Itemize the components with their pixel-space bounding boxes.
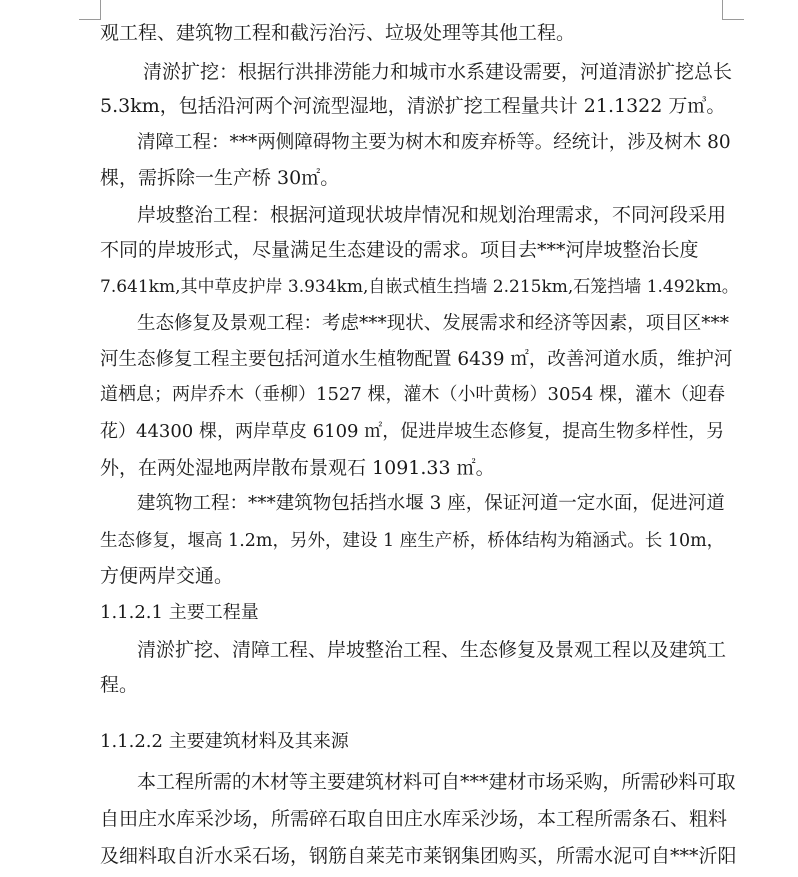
text-line: 棵，需拆除一生产桥 30㎡。 (100, 167, 340, 189)
text-line: 观工程、建筑物工程和截污治污、垃圾处理等其他工程。 (100, 22, 576, 44)
text-line: 方便两岸交通。 (100, 565, 234, 587)
text-line: 7.641km,其中草皮护岸 3.934km,自嵌式植生挡墙 2.215km,石笼挡墙 1.492km。 (100, 277, 739, 297)
text-line: 河生态修复工程主要包括河道水生植物配置 6439 ㎡，改善河道水质，维护河 (100, 349, 733, 370)
section-heading: 1.1.2.2 主要建筑材料及其来源 (100, 731, 349, 752)
text-line: 程。 (100, 674, 139, 696)
text-line: 生态修复及景观工程：考虑***现状、发展需求和经济等因素，项目区*** (137, 313, 730, 334)
text-line: 外，在两处湿地两岸散布景观石 1091.33 ㎡。 (100, 457, 495, 479)
text-line: 不同的岸坡形式，尽量满足生态建设的需求。项目去***河岸坡整治长度 (100, 239, 699, 261)
page-margin-corner-top-left (79, 0, 101, 20)
text-line: 建筑物工程：***建筑物包括挡水堰 3 座，保证河道一定水面，促进河道 (137, 493, 725, 514)
text-line: 清淤扩挖：根据行洪排涝能力和城市水系建设需要，河道清淤扩挖总长 (143, 61, 733, 83)
text-line: 本工程所需的木材等主要建筑材料可自***建材市场采购，所需砂料可取 (137, 771, 736, 793)
text-line: 花）44300 棵，两岸草皮 6109 ㎡，促进岸坡生态修复，提高生物多样性，另 (100, 421, 725, 442)
text-line: 清淤扩挖、清障工程、岸坡整治工程、生态修复及景观工程以及建筑工 (137, 639, 727, 661)
text-line: 道栖息；两岸乔木（垂柳）1527 棵，灌木（小叶黄杨）3054 棵，灌木（迎春 (100, 384, 726, 405)
text-line: 岸坡整治工程：根据河道现状坡岸情况和规划治理需求，不同河段采用 (137, 204, 727, 226)
text-line: 及细料取自沂水采石场，钢筋自莱芜市莱钢集团购买，所需水泥可自***沂阳 (100, 845, 737, 867)
text-line: 清障工程：***两侧障碍物主要为树木和废弃桥等。经统计，涉及树木 80 (137, 132, 731, 153)
text-line: 生态修复，堰高 1.2m，另外，建设 1 座生产桥，桥体结构为箱涵式。长 10m， (100, 531, 725, 551)
text-line: 自田庄水库采沙场，所需碎石取自田庄水库采沙场，本工程所需条石、粗料 (100, 808, 728, 830)
text-line: 5.3km，包括沿河两个河流型湿地，清淤扩挖工程量共计 21.1322 万㎥。 (100, 95, 726, 117)
section-heading: 1.1.2.1 主要工程量 (100, 602, 259, 623)
